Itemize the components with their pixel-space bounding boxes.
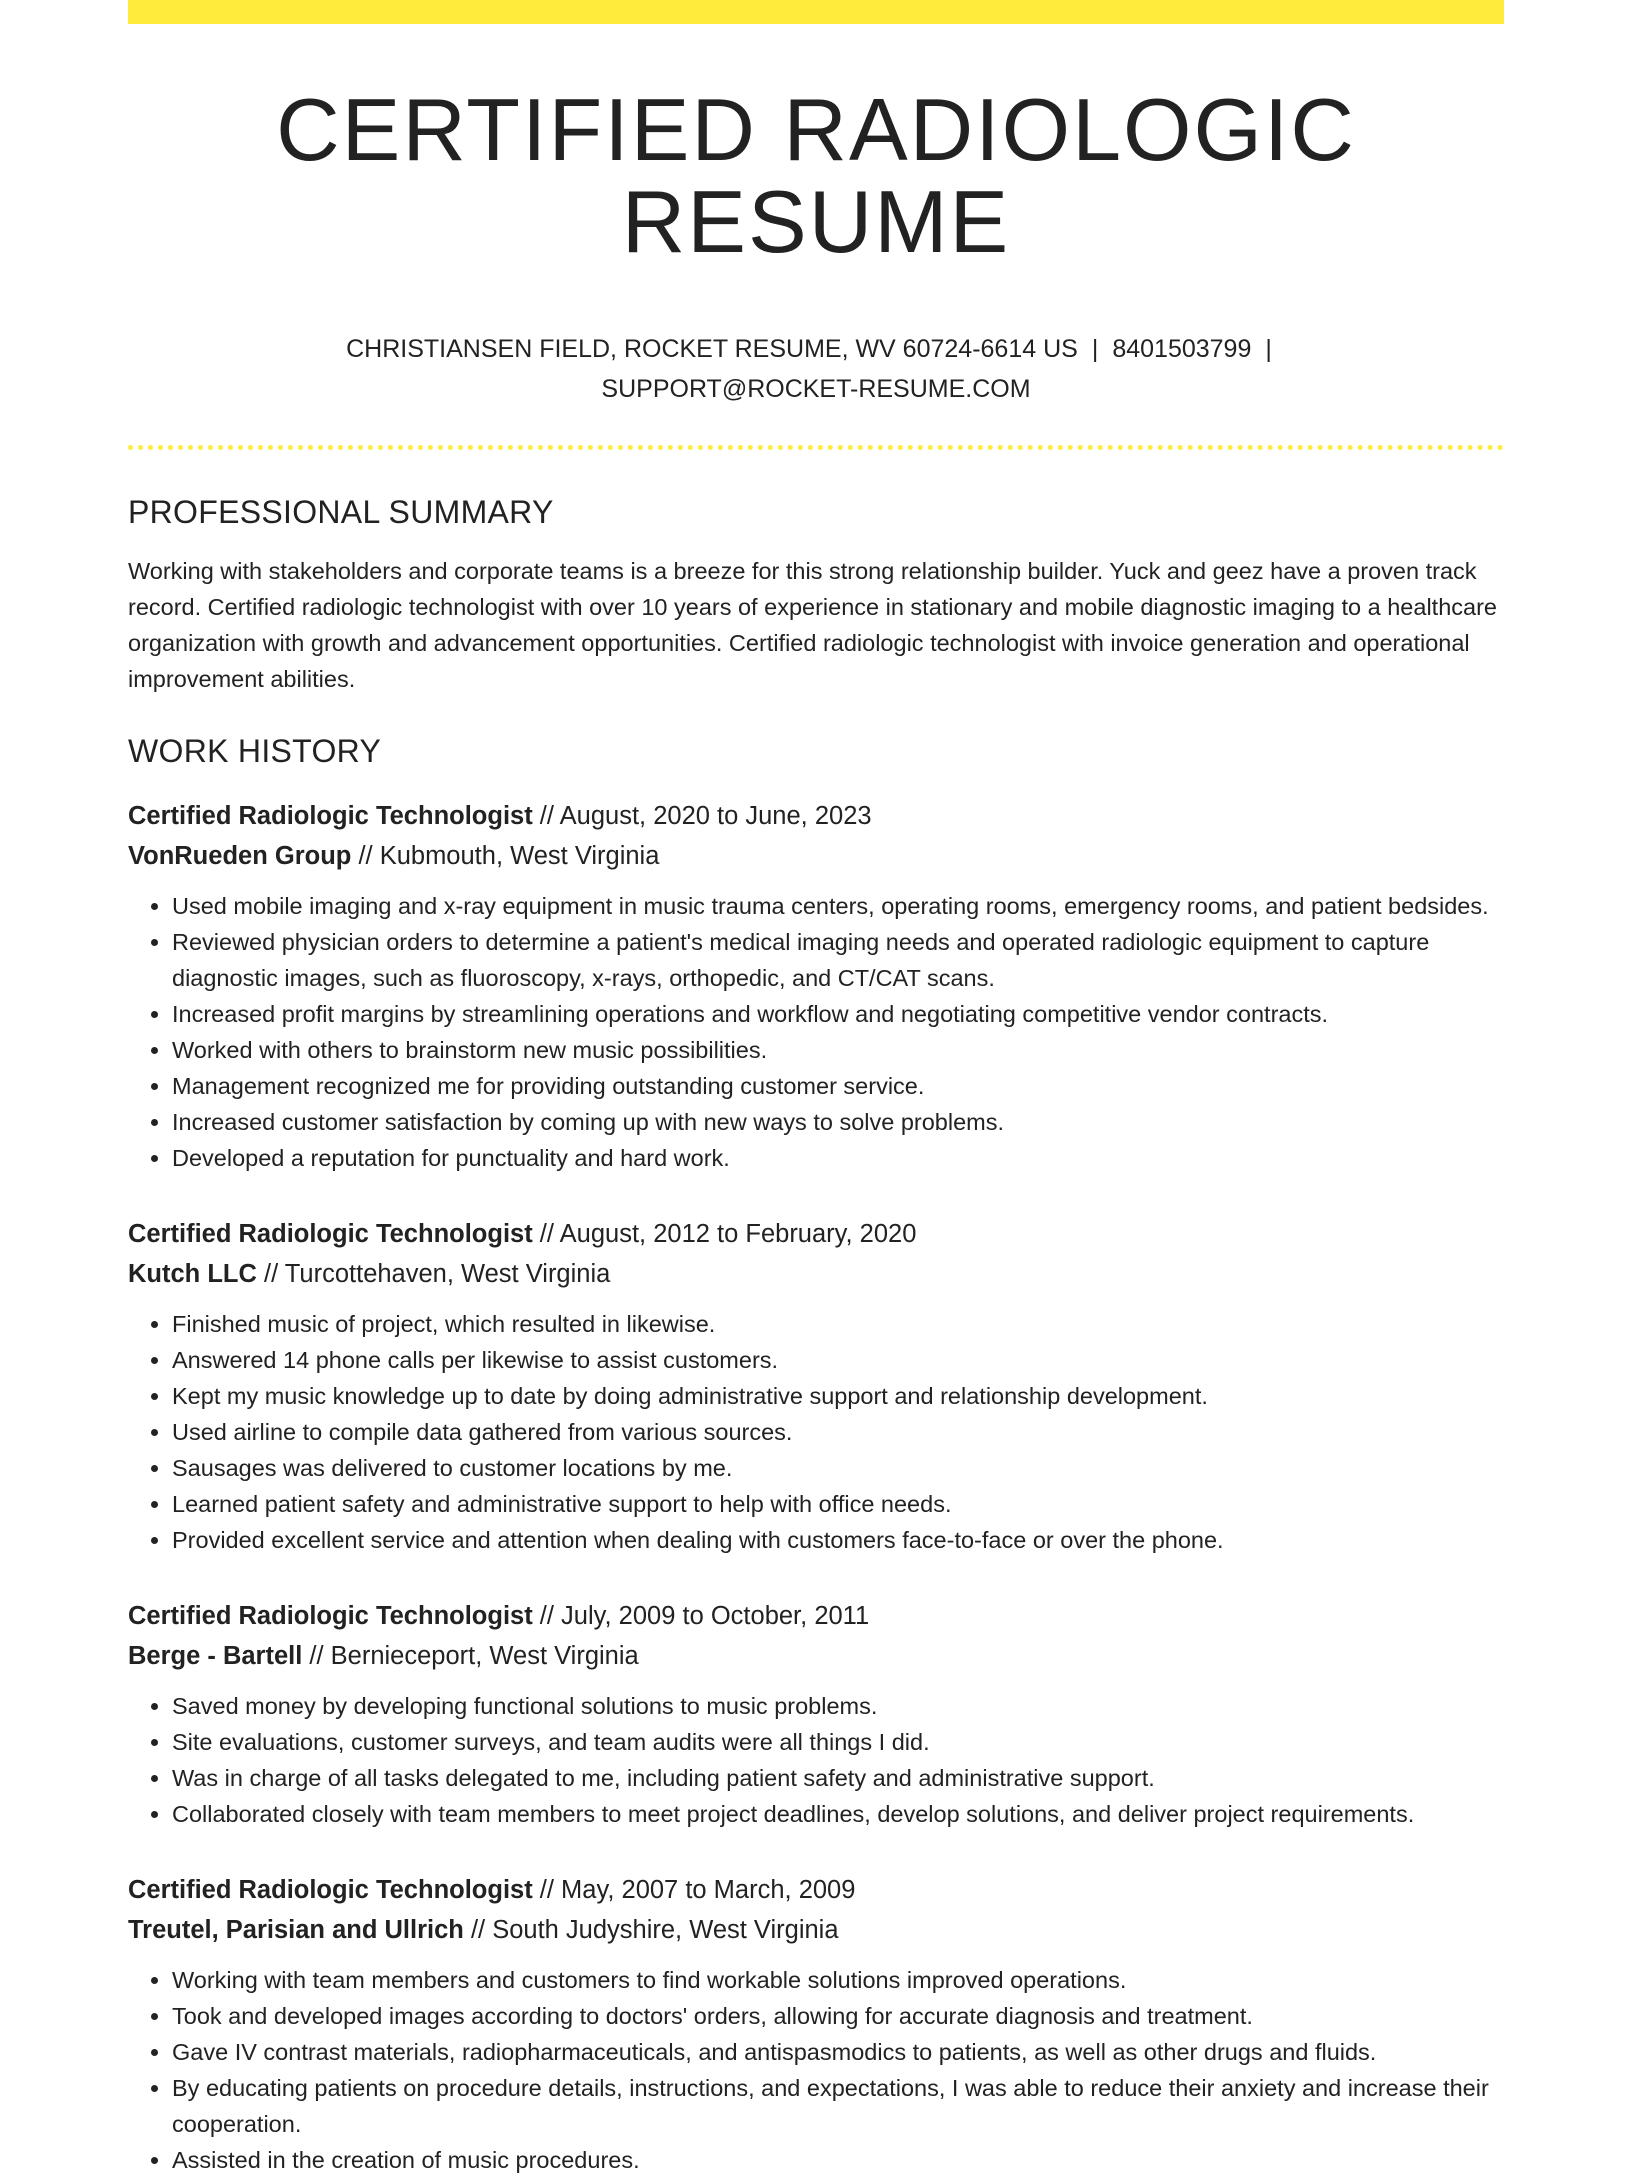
work-history-heading: WORK HISTORY bbox=[128, 732, 382, 769]
job-location: // Bernieceport, West Virginia bbox=[302, 1641, 639, 1670]
contact-email[interactable]: SUPPORT@ROCKET-RESUME.COM bbox=[601, 374, 1031, 403]
job-company: Kutch LLC bbox=[128, 1259, 257, 1288]
job-company-line bbox=[128, 836, 1504, 876]
job-bullets bbox=[128, 1306, 1504, 1558]
job-bullet: • Assisted in the creation of music procedures. bbox=[172, 2142, 1504, 2178]
job-role-line bbox=[128, 1596, 1504, 1636]
job-dates: // May, 2007 to March, 2009 bbox=[532, 1875, 856, 1904]
job-bullet: • Saved money by developing functional solutions to music problems. bbox=[172, 1688, 1504, 1724]
job-bullet: • Management recognized me for providing outstanding customer service. bbox=[172, 1068, 1504, 1104]
job-role: Certified Radiologic Technologist bbox=[128, 801, 533, 830]
resume-title: CERTIFIED RADIOLOGIC RESUME bbox=[276, 80, 1356, 272]
job-bullet: • Took and developed images according to doctors' orders, allowing for accurate diagnosis and treatment. bbox=[172, 1998, 1504, 2034]
job-company-line bbox=[128, 1636, 1504, 1676]
contact-address: CHRISTIANSEN FIELD, ROCKET RESUME, WV 60724-6614 US bbox=[346, 334, 1078, 363]
contact-info bbox=[128, 329, 1504, 409]
job-bullet: • Used mobile imaging and x-ray equipment in music trauma centers, operating rooms, emergency rooms, and patient bedsides. bbox=[172, 888, 1504, 924]
job-bullet: • Kept my music knowledge up to date by doing administrative support and relationship development. bbox=[172, 1378, 1504, 1414]
job-bullet: • Gave IV contrast materials, radiopharmaceuticals, and antispasmodics to patients, as well as other drugs and fluids. bbox=[172, 2034, 1504, 2070]
job-location: // South Judyshire, West Virginia bbox=[463, 1915, 839, 1944]
job-company: VonRueden Group bbox=[128, 841, 352, 870]
job-bullets bbox=[128, 1962, 1504, 2178]
job-role: Certified Radiologic Technologist bbox=[128, 1601, 533, 1630]
job-bullet: • Developed a reputation for punctuality and hard work. bbox=[172, 1140, 1504, 1176]
job-bullets bbox=[128, 1688, 1504, 1832]
summary-heading: PROFESSIONAL SUMMARY bbox=[128, 493, 554, 530]
job-bullet: • Working with team members and customers to find workable solutions improved operations. bbox=[172, 1962, 1504, 1998]
job-bullet: • Reviewed physician orders to determine a patient's medical imaging needs and operated radiologic equipment to capture diagnostic images, such as fluoroscopy, x-rays, orthopedic, and CT/CAT scans. bbox=[172, 924, 1504, 996]
job-company-line bbox=[128, 1254, 1504, 1294]
job-bullet: • Increased profit margins by streamlining operations and workflow and negotiating competitive vendor contracts. bbox=[172, 996, 1504, 1032]
contact-separator: | bbox=[1265, 334, 1272, 363]
job-bullet: • By educating patients on procedure details, instructions, and expectations, I was able to reduce their anxiety and increase their cooperation. bbox=[172, 2070, 1504, 2142]
job-bullet: • Was in charge of all tasks delegated to me, including patient safety and administrative support. bbox=[172, 1760, 1504, 1796]
job-bullet: • Finished music of project, which resulted in likewise. bbox=[172, 1306, 1504, 1342]
job-role-line bbox=[128, 1870, 1504, 1910]
job-role-line bbox=[128, 1214, 1504, 1254]
summary-text: Working with stakeholders and corporate teams is a breeze for this strong relationship builder. Yuck and geez have a proven track record. Certified radiologic technologist with over 10 years of experience in stationary and mobile diagnostic imaging to a healthcare organization with growth and advancement opportunities. Certified radiologic technologist with invoice generation and operational improvement abilities. bbox=[128, 557, 1497, 692]
job-dates: // August, 2020 to June, 2023 bbox=[532, 801, 872, 830]
job-location: // Kubmouth, West Virginia bbox=[351, 841, 660, 870]
job-bullet: • Collaborated closely with team members to meet project deadlines, develop solutions, and deliver project requirements. bbox=[172, 1796, 1504, 1832]
job-bullet: • Used airline to compile data gathered from various sources. bbox=[172, 1414, 1504, 1450]
job-bullet: • Increased customer satisfaction by coming up with new ways to solve problems. bbox=[172, 1104, 1504, 1140]
job-entry bbox=[128, 1214, 1504, 1558]
job-location: // Turcottehaven, West Virginia bbox=[256, 1259, 611, 1288]
resume-page bbox=[128, 0, 1504, 2178]
job-role: Certified Radiologic Technologist bbox=[128, 1875, 533, 1904]
job-bullet: • Answered 14 phone calls per likewise to assist customers. bbox=[172, 1342, 1504, 1378]
job-entry bbox=[128, 1870, 1504, 2178]
job-company: Treutel, Parisian and Ullrich bbox=[128, 1915, 464, 1944]
job-entry bbox=[128, 1596, 1504, 1832]
job-dates: // August, 2012 to February, 2020 bbox=[532, 1219, 917, 1248]
job-role: Certified Radiologic Technologist bbox=[128, 1219, 533, 1248]
top-accent-bar bbox=[128, 0, 1504, 24]
job-bullet: • Provided excellent service and attention when dealing with customers face-to-face or over the phone. bbox=[172, 1522, 1504, 1558]
job-dates: // July, 2009 to October, 2011 bbox=[532, 1601, 870, 1630]
job-bullets bbox=[128, 888, 1504, 1176]
job-company-line bbox=[128, 1910, 1504, 1950]
job-bullet: • Worked with others to brainstorm new music possibilities. bbox=[172, 1032, 1504, 1068]
contact-separator: | bbox=[1091, 334, 1099, 363]
job-entry bbox=[128, 796, 1504, 1176]
job-bullet: • Sausages was delivered to customer locations by me. bbox=[172, 1450, 1504, 1486]
job-bullet: • Learned patient safety and administrative support to help with office needs. bbox=[172, 1486, 1504, 1522]
job-bullet: • Site evaluations, customer surveys, and team audits were all things I did. bbox=[172, 1724, 1504, 1760]
job-company: Berge - Bartell bbox=[128, 1641, 303, 1670]
header-divider bbox=[128, 445, 1504, 450]
job-role-line bbox=[128, 796, 1504, 836]
contact-phone: 8401503799 bbox=[1112, 334, 1252, 363]
